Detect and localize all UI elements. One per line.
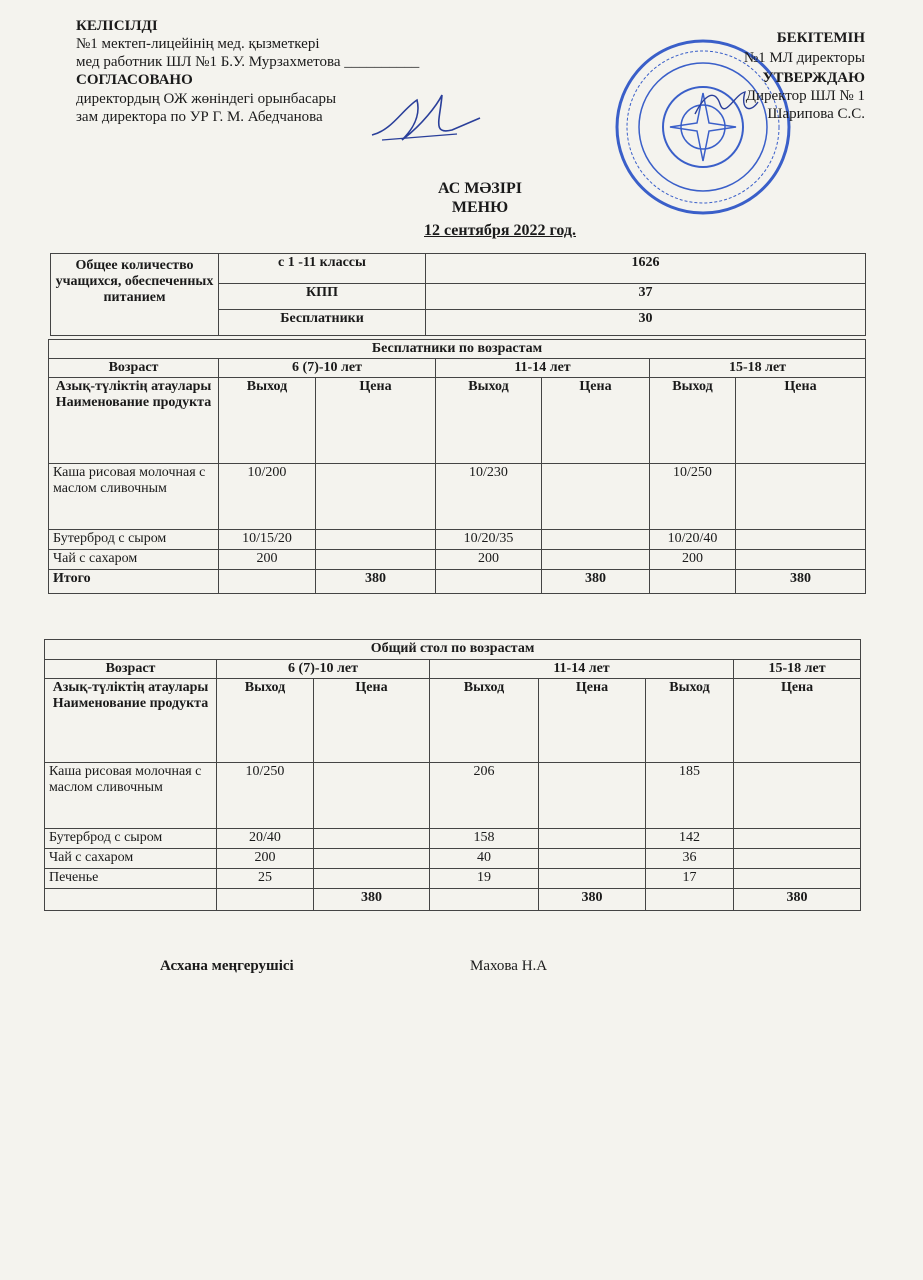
total-value: 380 <box>734 889 861 911</box>
approval-right-title: БЕКІТЕМІН <box>776 30 865 46</box>
output-value: 10/200 <box>219 464 316 530</box>
approval-left-line: зам директора по УР Г. М. Абедчанова <box>76 109 323 125</box>
summary-row-value: 1626 <box>426 254 866 284</box>
total-row <box>45 889 861 911</box>
output-value: 142 <box>646 829 734 849</box>
output-value: 10/250 <box>217 763 314 829</box>
canteen-head-name: Махова Н.А <box>470 958 548 974</box>
approval-left-title-ru: СОГЛАСОВАНО <box>76 72 193 88</box>
output-value: 200 <box>217 849 314 869</box>
col-price: Цена <box>316 378 436 464</box>
product-name: Каша рисовая молочная с маслом сливочным <box>49 464 219 530</box>
general-table <box>44 639 861 911</box>
col-price: Цена <box>539 679 646 763</box>
menu-title-kz: АС МӘЗІРІ <box>438 180 522 197</box>
output-value: 10/20/35 <box>436 530 542 550</box>
output-value: 10/15/20 <box>219 530 316 550</box>
total-value: 380 <box>542 570 650 594</box>
output-value: 185 <box>646 763 734 829</box>
product-name: Бутерброд с сыром <box>49 530 219 550</box>
output-value: 10/230 <box>436 464 542 530</box>
table-row <box>49 550 866 570</box>
table-row <box>45 763 861 829</box>
col-price: Цена <box>734 679 861 763</box>
signature-icon <box>690 84 760 124</box>
output-value: 36 <box>646 849 734 869</box>
approval-left-line: директордың ОЖ жөніндегі орынбасары <box>76 91 337 107</box>
product-name: Чай с сахаром <box>49 550 219 570</box>
col-price: Цена <box>542 378 650 464</box>
age-group: 15-18 лет <box>734 660 861 679</box>
age-group: 6 (7)-10 лет <box>219 359 436 378</box>
col-output: Выход <box>646 679 734 763</box>
free-meals-table <box>48 339 866 594</box>
approval-right-title-ru: УТВЕРЖДАЮ <box>762 70 865 86</box>
product-header: Азық-түліктің атаулары Наименование продукта <box>49 378 219 464</box>
signature-icon <box>362 90 482 150</box>
menu-date: 12 сентября 2022 год. <box>424 222 576 239</box>
age-group: 11-14 лет <box>436 359 650 378</box>
age-group: 15-18 лет <box>650 359 866 378</box>
table-title: Бесплатники по возрастам <box>49 340 866 359</box>
approval-right-line: №1 МЛ директоры <box>743 50 865 66</box>
col-output: Выход <box>436 378 542 464</box>
product-name: Каша рисовая молочная с маслом сливочным <box>45 763 217 829</box>
age-label: Возраст <box>45 660 217 679</box>
col-output: Выход <box>219 378 316 464</box>
output-value: 19 <box>430 869 539 889</box>
output-value: 200 <box>436 550 542 570</box>
output-value: 20/40 <box>217 829 314 849</box>
table-title: Общий стол по возрастам <box>45 640 861 660</box>
product-header: Азық-түліктің атаулары Наименование продукта <box>45 679 217 763</box>
total-label: Итого <box>49 570 219 594</box>
total-row <box>49 570 866 594</box>
summary-row-name: с 1 -11 классы <box>219 254 426 284</box>
product-name: Бутерброд с сыром <box>45 829 217 849</box>
menu-title-ru: МЕНЮ <box>451 199 509 216</box>
total-value: 380 <box>314 889 430 911</box>
output-value: 200 <box>650 550 736 570</box>
approval-right-line: Директор ШЛ № 1 <box>745 88 865 104</box>
total-value: 380 <box>736 570 866 594</box>
summary-row-value: 30 <box>426 310 866 336</box>
age-label: Возраст <box>49 359 219 378</box>
output-value: 10/20/40 <box>650 530 736 550</box>
col-output: Выход <box>650 378 736 464</box>
summary-row-value: 37 <box>426 284 866 310</box>
product-name: Печенье <box>45 869 217 889</box>
students-summary-table <box>50 253 866 336</box>
output-value: 158 <box>430 829 539 849</box>
output-value: 17 <box>646 869 734 889</box>
output-value: 200 <box>219 550 316 570</box>
total-value: 380 <box>539 889 646 911</box>
output-value: 10/250 <box>650 464 736 530</box>
table-row <box>49 530 866 550</box>
table-row <box>45 849 861 869</box>
summary-label: Общее количество учащихся, обеспеченных питанием <box>51 254 219 336</box>
director-name: Шарипова С.С. <box>767 106 865 122</box>
approval-left-line: №1 мектеп-лицейінің мед. қызметкері <box>76 36 320 52</box>
table-row <box>45 829 861 849</box>
output-value: 40 <box>430 849 539 869</box>
summary-row-name: Бесплатники <box>219 310 426 336</box>
col-price: Цена <box>736 378 866 464</box>
output-value: 206 <box>430 763 539 829</box>
col-output: Выход <box>430 679 539 763</box>
canteen-head-role: Асхана меңгерушісі <box>160 958 294 974</box>
age-group: 6 (7)-10 лет <box>217 660 430 679</box>
age-group: 11-14 лет <box>430 660 734 679</box>
col-output: Выход <box>217 679 314 763</box>
summary-row-name: КПП <box>219 284 426 310</box>
approval-left-title: КЕЛІСІЛДІ <box>76 18 158 34</box>
table-row <box>45 869 861 889</box>
col-price: Цена <box>314 679 430 763</box>
product-name: Чай с сахаром <box>45 849 217 869</box>
total-value: 380 <box>316 570 436 594</box>
table-row <box>49 464 866 530</box>
approval-left-line: мед работник ШЛ №1 Б.У. Мурзахметова __________ <box>76 54 420 70</box>
output-value: 25 <box>217 869 314 889</box>
